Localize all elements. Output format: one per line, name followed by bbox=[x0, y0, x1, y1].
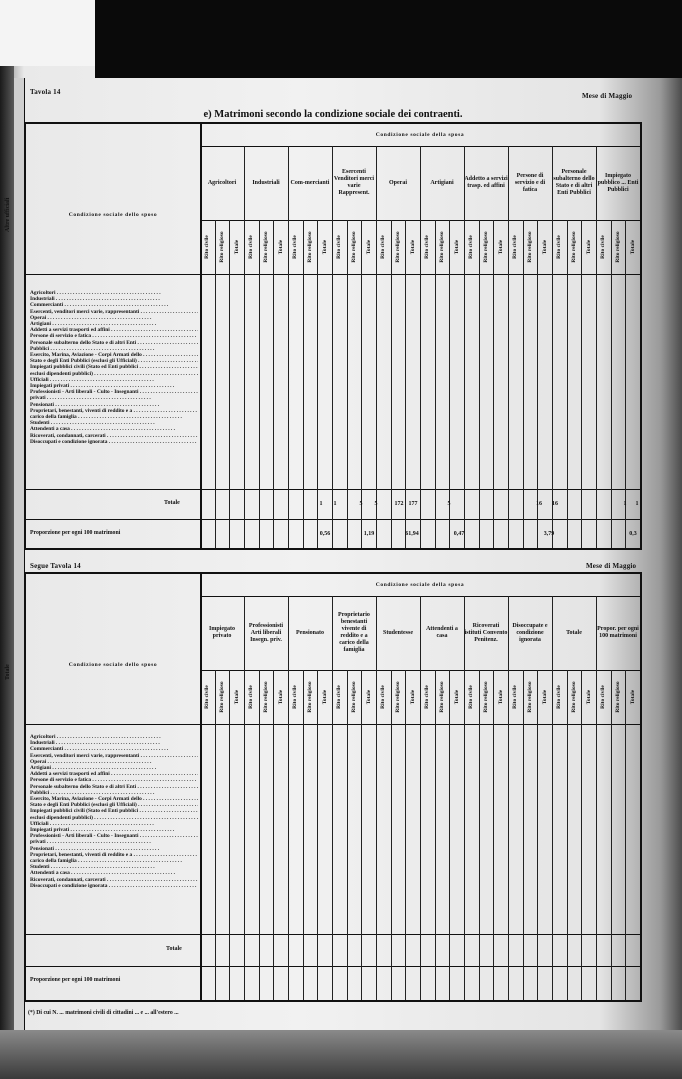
rule bbox=[391, 670, 392, 1000]
table2-subcol-header: Rito religioso bbox=[439, 681, 445, 713]
table2-subcol-header: Rito civile bbox=[204, 685, 211, 709]
rule bbox=[537, 220, 538, 548]
row-label: Ricoverati, condannati, carcerati . . . bbox=[30, 877, 198, 883]
table1-row-labels bbox=[30, 290, 198, 445]
page-header-2-right: Mese di Maggio bbox=[586, 562, 637, 570]
rule bbox=[273, 220, 274, 548]
table2-subcol-header: Rito religioso bbox=[263, 681, 269, 713]
rule bbox=[493, 220, 494, 548]
table1-subcol-header: Totale bbox=[321, 239, 328, 255]
table1-prop-cell: 1,19 bbox=[363, 531, 375, 537]
row-label: Impiegati pubblici civili (Stato ed Enti pubblici . . . bbox=[30, 364, 198, 370]
table1-group-header: Persone di servizio e di fatica bbox=[514, 172, 546, 193]
row-label: Attendenti a casa . . . bbox=[30, 870, 198, 876]
table2-subcol-header: Rito civile bbox=[424, 685, 431, 709]
table2-subcol-header: Rito religioso bbox=[483, 681, 489, 713]
table1-subcol-header: Rito civile bbox=[248, 235, 255, 259]
table2-subcol-header: Totale bbox=[541, 689, 548, 705]
table2-subcol-header: Totale bbox=[365, 689, 372, 705]
table1-group-header: Artigiani bbox=[430, 179, 454, 186]
rule bbox=[420, 146, 421, 548]
table1-group-header: Addetto a servizi trasp. ed affini bbox=[464, 176, 508, 189]
table2-subcol-header: Totale bbox=[453, 689, 460, 705]
rule bbox=[259, 220, 260, 548]
table2-subcol-header: Rito religioso bbox=[219, 681, 225, 713]
rule bbox=[523, 670, 524, 1000]
table2-row-labels bbox=[30, 734, 198, 889]
table2-subcol-header: Totale bbox=[321, 689, 328, 705]
rule bbox=[244, 596, 245, 1000]
rule bbox=[581, 670, 582, 1000]
row-label: privati . . . bbox=[30, 395, 198, 401]
table1-total-cell: 5 bbox=[374, 501, 378, 507]
table2-prop-label: Proporzione per ogni 100 matrimoni bbox=[30, 977, 121, 983]
rule bbox=[596, 596, 597, 1000]
table1-subcol-header: Rito civile bbox=[204, 235, 211, 259]
table1-total-cell: 1 bbox=[623, 501, 627, 507]
rule bbox=[523, 220, 524, 548]
row-label: Commercianti . . . bbox=[30, 746, 198, 752]
table1-prop-cell: 0,47 bbox=[453, 531, 465, 537]
table2-span-header: Condizione sociale della sposa bbox=[375, 582, 465, 588]
rule bbox=[552, 596, 553, 1000]
table2-subcol-header: Totale bbox=[409, 689, 416, 705]
table1-span-header: Condizione sociale della sposa bbox=[375, 132, 465, 138]
rule bbox=[508, 596, 509, 1000]
row-label: Stato e degli Enti Pubblici (esclusi gli Ufficiali) . . . bbox=[30, 802, 198, 808]
row-label: privati . . . bbox=[30, 839, 198, 845]
table2-subcol-header: Rito religioso bbox=[395, 681, 401, 713]
table1-total-cell: 5 bbox=[447, 501, 451, 507]
row-label: Commercianti . . . bbox=[30, 302, 198, 308]
rule bbox=[303, 220, 304, 548]
rule bbox=[581, 220, 582, 548]
rule bbox=[625, 670, 626, 1000]
row-label: Industriali . . . bbox=[30, 296, 198, 302]
table1-total-cell: 177 bbox=[408, 501, 418, 507]
table1-subcol-header: Totale bbox=[365, 239, 372, 255]
table2-subcol-header: Rito religioso bbox=[351, 681, 357, 713]
rule bbox=[332, 146, 333, 548]
table1-subcol-header: Rito religioso bbox=[483, 231, 489, 263]
table1-subcol-header: Rito religioso bbox=[527, 231, 533, 263]
rule bbox=[552, 146, 553, 548]
row-label: Disoccupati e condizione ignorata . . . bbox=[30, 883, 198, 889]
row-label: Impiegati privati . . . bbox=[30, 383, 198, 389]
rule bbox=[479, 220, 480, 548]
rule bbox=[26, 519, 640, 520]
scan-dark-border-top bbox=[95, 0, 682, 78]
table1-subcol-header: Totale bbox=[233, 239, 240, 255]
table2-subcol-header: Totale bbox=[233, 689, 240, 705]
table2-group-header: Disoccupate e condizione ignorata bbox=[512, 622, 548, 643]
table2-subcol-header: Rito civile bbox=[556, 685, 563, 709]
left-margin-text-top: Altre ufficiali bbox=[5, 197, 11, 232]
row-label: Artigiani . . . bbox=[30, 321, 198, 327]
row-label: Persone di servizio e fatica . . . bbox=[30, 333, 198, 339]
rule bbox=[435, 670, 436, 1000]
table2-group-header: Impiegato privato bbox=[209, 626, 235, 639]
row-label: Addetti a servizi trasporti ed affini . . . bbox=[30, 327, 198, 333]
table2-subcol-header: Totale bbox=[585, 689, 592, 705]
table1-group-header: Personale subalterno dello Stato e di altri Enti Pubblici bbox=[553, 169, 595, 196]
row-label: Impiegati privati . . . bbox=[30, 827, 198, 833]
rule bbox=[361, 220, 362, 548]
table-title: e) Matrimoni secondo la condizione sociale dei contraenti. bbox=[203, 109, 463, 120]
rule bbox=[332, 596, 333, 1000]
rule bbox=[449, 220, 450, 548]
rule bbox=[273, 670, 274, 1000]
table1-total-cell: 172 bbox=[394, 501, 404, 507]
table1-subcol-header: Totale bbox=[497, 239, 504, 255]
table2-subcol-header: Rito civile bbox=[512, 685, 519, 709]
row-label: Esercito, Marina, Aviazione - Corpi Armati dello . . . bbox=[30, 796, 198, 802]
table1-subcol-header: Rito civile bbox=[600, 235, 607, 259]
table2-group-header: Proprietario benestanti vivente di reddito e a carico della famiglia bbox=[338, 612, 370, 653]
table2-subcol-header: Rito civile bbox=[468, 685, 475, 709]
rule bbox=[493, 670, 494, 1000]
rule bbox=[537, 670, 538, 1000]
table2-subcol-header: Totale bbox=[277, 689, 284, 705]
table1-subcol-header: Rito religioso bbox=[395, 231, 401, 263]
row-label: Ufficiali . . . bbox=[30, 377, 198, 383]
table1-prop-cell: 0,3 bbox=[629, 531, 637, 537]
table1-subcol-header: Rito civile bbox=[424, 235, 431, 259]
rule bbox=[464, 596, 465, 1000]
table1-subcol-header: Rito civile bbox=[468, 235, 475, 259]
row-label: Esercito, Marina, Aviazione - Corpi Armati dello . . . bbox=[30, 352, 198, 358]
row-label: Artigiani . . . bbox=[30, 765, 198, 771]
table1-subcol-header: Rito religioso bbox=[615, 231, 621, 263]
table1-row-header: Condizione sociale dello sposo bbox=[68, 212, 158, 218]
rule bbox=[508, 146, 509, 548]
row-label: Esercenti, venditori merci varie, rappresentanti . . . bbox=[30, 753, 198, 759]
row-label: Operai . . . bbox=[30, 759, 198, 765]
rule bbox=[405, 670, 406, 1000]
table1-group-header: Impiegato pubblico ... Enti Pubblici bbox=[597, 172, 639, 193]
table1-prop-cell: 61,94 bbox=[405, 531, 419, 537]
rule bbox=[26, 489, 640, 490]
table2-subcol-header: Rito religioso bbox=[571, 681, 577, 713]
table1-subcol-header: Rito civile bbox=[292, 235, 299, 259]
rule bbox=[567, 670, 568, 1000]
row-label: Impiegati pubblici civili (Stato ed Enti pubblici . . . bbox=[30, 808, 198, 814]
table1-total-cell: 1 bbox=[319, 501, 323, 507]
rule bbox=[215, 220, 216, 548]
table2-subcol-header: Totale bbox=[629, 689, 636, 705]
row-label: Professionisti - Arti liberali - Culto - Insegnanti . . . bbox=[30, 389, 198, 395]
rule bbox=[215, 670, 216, 1000]
table1-subcol-header: Totale bbox=[409, 239, 416, 255]
rule bbox=[567, 220, 568, 548]
table1-subcol-header: Rito civile bbox=[336, 235, 343, 259]
table1-subcol-header: Rito religioso bbox=[351, 231, 357, 263]
rule bbox=[317, 670, 318, 1000]
row-label: Professionisti - Arti liberali - Culto - Insegnanti . . . bbox=[30, 833, 198, 839]
rule bbox=[611, 670, 612, 1000]
row-label: Proprietari, benestanti, viventi di reddito e a . . . bbox=[30, 852, 198, 858]
rule bbox=[288, 146, 289, 548]
table1-prop-cell: 3,79 bbox=[543, 531, 555, 537]
table1-subcol-header: Rito civile bbox=[380, 235, 387, 259]
row-label: carico della famiglia . . . bbox=[30, 858, 198, 864]
table1-subcol-header: Totale bbox=[585, 239, 592, 255]
rule bbox=[26, 934, 640, 935]
left-margin-text-bottom: Totale bbox=[5, 664, 11, 680]
table1-subcol-header: Rito religioso bbox=[571, 231, 577, 263]
table-2 bbox=[24, 572, 642, 1002]
rule bbox=[229, 670, 230, 1000]
table1-subcol-header: Rito religioso bbox=[219, 231, 225, 263]
rule bbox=[361, 670, 362, 1000]
table1-subcol-header: Rito civile bbox=[512, 235, 519, 259]
row-label: Ricoverati, condannati, carcerati . . . bbox=[30, 433, 198, 439]
page-header-right: Mese di Maggio bbox=[582, 92, 633, 100]
rule bbox=[26, 274, 640, 275]
table2-subcol-header: Rito civile bbox=[380, 685, 387, 709]
rule bbox=[317, 220, 318, 548]
table1-total-cell: 16 bbox=[552, 501, 558, 507]
rule bbox=[435, 220, 436, 548]
rule bbox=[376, 146, 377, 548]
rule bbox=[288, 596, 289, 1000]
table2-subcol-header: Rito religioso bbox=[615, 681, 621, 713]
table2-group-header: Ricoverati istituti Convento Penitenz. bbox=[464, 622, 508, 643]
rule bbox=[229, 220, 230, 548]
row-label: esclusi dipendenti pubblici) . . . bbox=[30, 371, 198, 377]
rule bbox=[26, 966, 640, 967]
row-label: Studenti . . . bbox=[30, 864, 198, 870]
row-label: Esercenti, venditori merci varie, rappresentanti . . . bbox=[30, 309, 198, 315]
row-label: Operai . . . bbox=[30, 315, 198, 321]
footnote: (*) Di cui N. ... matrimoni civili di cittadini ... e ... all'estero ... bbox=[28, 1010, 179, 1016]
page-header-left: Tavola 14 bbox=[30, 88, 61, 96]
table1-subcol-header: Totale bbox=[277, 239, 284, 255]
rule bbox=[479, 670, 480, 1000]
row-label: Attendenti a casa . . . bbox=[30, 426, 198, 432]
row-label: Pensionati . . . bbox=[30, 846, 198, 852]
table2-group-header: Studentesse bbox=[382, 629, 413, 636]
table2-subcol-header: Totale bbox=[497, 689, 504, 705]
table1-subcol-header: Rito religioso bbox=[307, 231, 313, 263]
table1-group-header: Com-mercianti bbox=[290, 179, 330, 186]
table2-group-header: Pensionato bbox=[295, 629, 324, 636]
table2-subcol-header: Rito civile bbox=[600, 685, 607, 709]
table2-subcol-header: Rito religioso bbox=[527, 681, 533, 713]
table1-total-cell: 1 bbox=[635, 501, 639, 507]
rule bbox=[625, 220, 626, 548]
rule bbox=[596, 146, 597, 548]
row-label: Addetti a servizi trasporti ed affini . . . bbox=[30, 771, 198, 777]
rule bbox=[464, 146, 465, 548]
table2-total-label: Totale bbox=[166, 946, 182, 952]
page-header-2-left: Segue Tavola 14 bbox=[30, 562, 81, 570]
table2-group-header: Professionisti Arti liberali Insegn. priv. bbox=[248, 622, 284, 643]
row-label: Disoccupati e condizione ignorata . . . bbox=[30, 439, 198, 445]
table2-row-header: Condizione sociale dello sposo bbox=[68, 662, 158, 668]
table2-group-header: Attendenti a casa bbox=[426, 626, 458, 639]
rule bbox=[449, 670, 450, 1000]
table1-group-header: Industriali bbox=[252, 179, 280, 186]
table1-subcol-header: Rito religioso bbox=[439, 231, 445, 263]
table1-total-cell: 16 bbox=[536, 501, 542, 507]
row-label: Personale subalterno dello Stato e di altri Enti . . . bbox=[30, 784, 198, 790]
table2-subcol-header: Rito civile bbox=[336, 685, 343, 709]
row-label: esclusi dipendenti pubblici) . . . bbox=[30, 815, 198, 821]
row-label: Pubblici . . . bbox=[30, 346, 198, 352]
rule bbox=[420, 596, 421, 1000]
rule bbox=[611, 220, 612, 548]
row-label: Stato e degli Enti Pubblici (esclusi gli Ufficiali) . . . bbox=[30, 358, 198, 364]
row-label: carico della famiglia . . . bbox=[30, 414, 198, 420]
table1-total-cell: 5 bbox=[359, 501, 363, 507]
row-label: Pensionati . . . bbox=[30, 402, 198, 408]
row-label: Ufficiali . . . bbox=[30, 821, 198, 827]
row-label: Agricoltori . . . bbox=[30, 734, 198, 740]
table1-subcol-header: Totale bbox=[453, 239, 460, 255]
table2-subcol-header: Rito civile bbox=[248, 685, 255, 709]
rule bbox=[405, 220, 406, 548]
table1-subcol-header: Rito religioso bbox=[263, 231, 269, 263]
table2-subcol-header: Rito civile bbox=[292, 685, 299, 709]
table1-subcol-header: Totale bbox=[629, 239, 636, 255]
row-label: Industriali . . . bbox=[30, 740, 198, 746]
table-1 bbox=[24, 122, 642, 550]
rule bbox=[347, 670, 348, 1000]
rule bbox=[244, 146, 245, 548]
rule bbox=[26, 724, 640, 725]
rule bbox=[347, 220, 348, 548]
row-label: Studenti . . . bbox=[30, 420, 198, 426]
scan-dark-border-bottom bbox=[0, 1030, 682, 1079]
row-label: Proprietari, benestanti, viventi di reddito e a . . . bbox=[30, 408, 198, 414]
table1-subcol-header: Totale bbox=[541, 239, 548, 255]
table1-prop-cell: 0,56 bbox=[319, 531, 331, 537]
table1-prop-label: Proporzione per ogni 100 matrimoni bbox=[30, 530, 121, 536]
table2-group-header: Propor. per ogni 100 matrimoni bbox=[597, 626, 639, 639]
row-label: Pubblici . . . bbox=[30, 790, 198, 796]
rule bbox=[376, 596, 377, 1000]
table1-group-header: Esercenti Venditori merci varie Rappresent. bbox=[333, 169, 375, 196]
row-label: Persone di servizio e fatica . . . bbox=[30, 777, 198, 783]
row-label: Personale subalterno dello Stato e di altri Enti . . . bbox=[30, 340, 198, 346]
table1-total-label: Totale bbox=[164, 500, 180, 506]
table1-group-header: Agricoltori bbox=[207, 179, 237, 186]
rule bbox=[391, 220, 392, 548]
table1-total-cell: 1 bbox=[333, 501, 337, 507]
table2-group-header: Totale bbox=[566, 629, 582, 636]
table1-subcol-header: Rito civile bbox=[556, 235, 563, 259]
table1-group-header: Operai bbox=[389, 179, 407, 186]
table2-subcol-header: Rito religioso bbox=[307, 681, 313, 713]
scan-margin-top-left bbox=[0, 0, 95, 66]
rule bbox=[259, 670, 260, 1000]
row-label: Agricoltori . . . bbox=[30, 290, 198, 296]
rule bbox=[303, 670, 304, 1000]
